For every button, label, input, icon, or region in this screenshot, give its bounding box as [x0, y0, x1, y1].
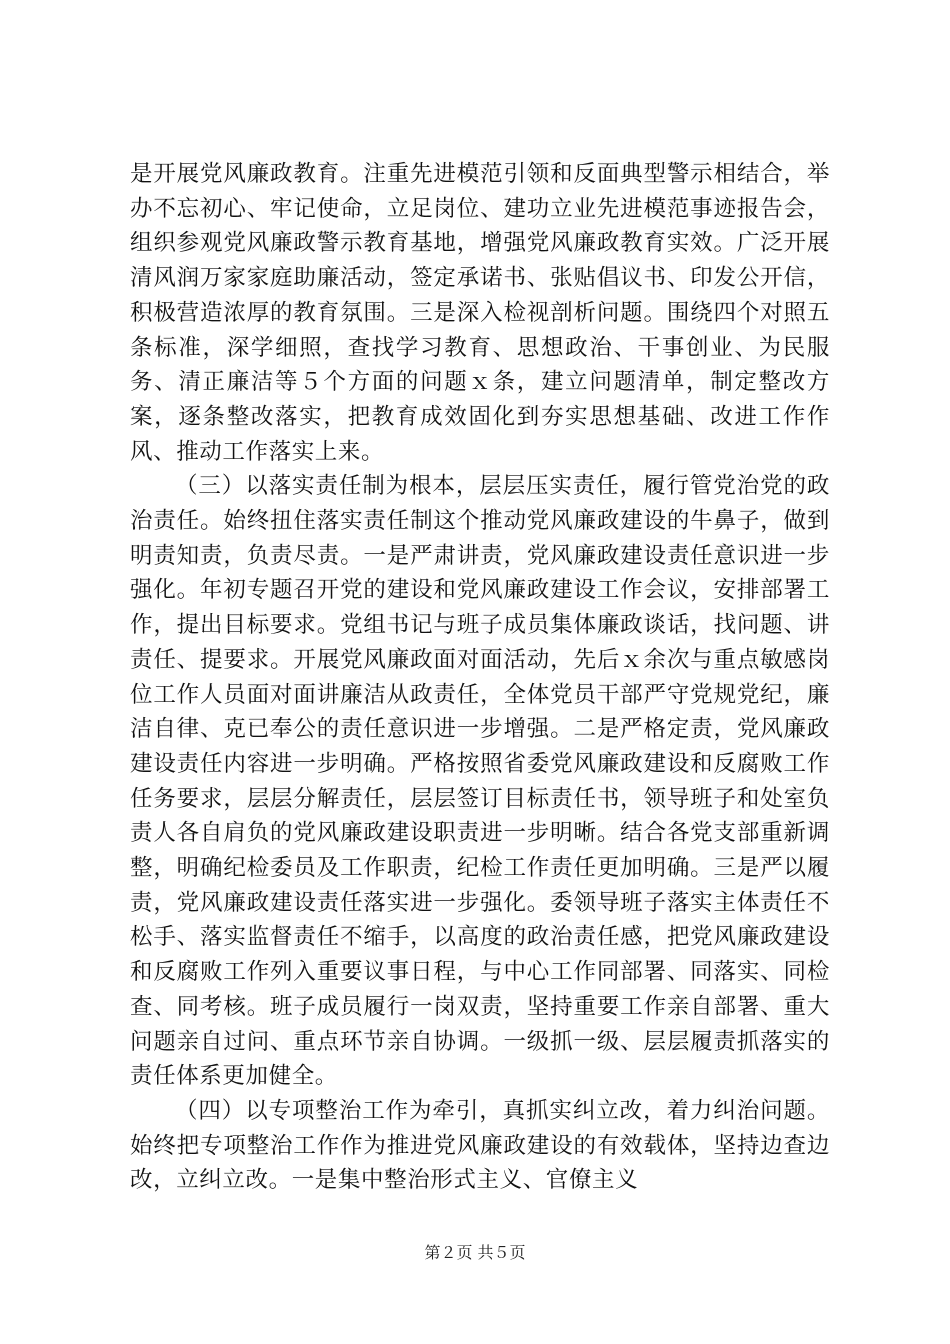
- paragraph-rectification: （四）以专项整治工作为牵引，真抓实纠立改，着力纠治问题。始终把专项整治工作作为推进党风廉政建设的有效载体，坚持边查边改，立纠立改。一是集中整治形式主义、官僚主义: [130, 1097, 830, 1194]
- paragraph-responsibility: （三）以落实责任制为根本，层层压实责任，履行管党治党的政治责任。始终扭住落实责任制这个推动党风廉政建设的牛鼻子，做到明责知责，负责尽责。一是严肃讲责，党风廉政建设责任意识进一步强化。年初专题召开党的建设和党风廉政建设工作会议，安排部署工作，提出目标要求。党组书记与班子成员集体廉政谈话，找问题、讲责任、提要求。开展党风廉政面对面活动，先后ｘ余次与重点敏感岗位工作人员面对面讲廉洁从政责任，全体党员干部严守党规党纪，廉洁自律、克已奉公的责任意识进一步增强。二是严格定责，党风廉政建设责任内容进一步明确。严格按照省委党风廉政建设和反腐败工作任务要求，层层分解责任，层层签订目标责任书，领导班子和处室负责人各自肩负的党风廉政建设职责进一步明晰。结合各党支部重新调整，明确纪检委员及工作职责，纪检工作责任更加明确。三是严以履责，党风廉政建设责任落实进一步强化。委领导班子落实主体责任不松手、落实监督责任不缩手，以高度的政治责任感，把党风廉政建设和反腐败工作列入重要议事日程，与中心工作同部署、同落实、同检查、同考核。班子成员履行一岗双责，坚持重要工作亲自部署、重大问题亲自过问、重点环节亲自协调。一级抓一级、层层履责抓落实的责任体系更加健全。: [130, 473, 830, 1090]
- page-number-label: 第２页 共５页: [424, 1243, 526, 1262]
- page-footer: [0, 1243, 950, 1263]
- document-body: [130, 157, 830, 1198]
- paragraph-education: 是开展党风廉政教育。注重先进模范引领和反面典型警示相结合，举办不忘初心、牢记使命，立足岗位、建功立业先进模范事迹报告会，组织参观党风廉政警示教育基地，增强党风廉政教育实效。广泛开展清风润万家家庭助廉活动，签定承诺书、张贴倡议书、印发公开信，积极营造浓厚的教育氛围。三是深入检视剖析问题。围绕四个对照五条标准，深学细照，查找学习教育、思想政治、干事创业、为民服务、清正廉洁等５个方面的问题ｘ条，建立问题清单，制定整改方案，逐条整改落实，把教育成效固化到夯实思想基础、改进工作作风、推动工作落实上来。: [130, 161, 830, 465]
